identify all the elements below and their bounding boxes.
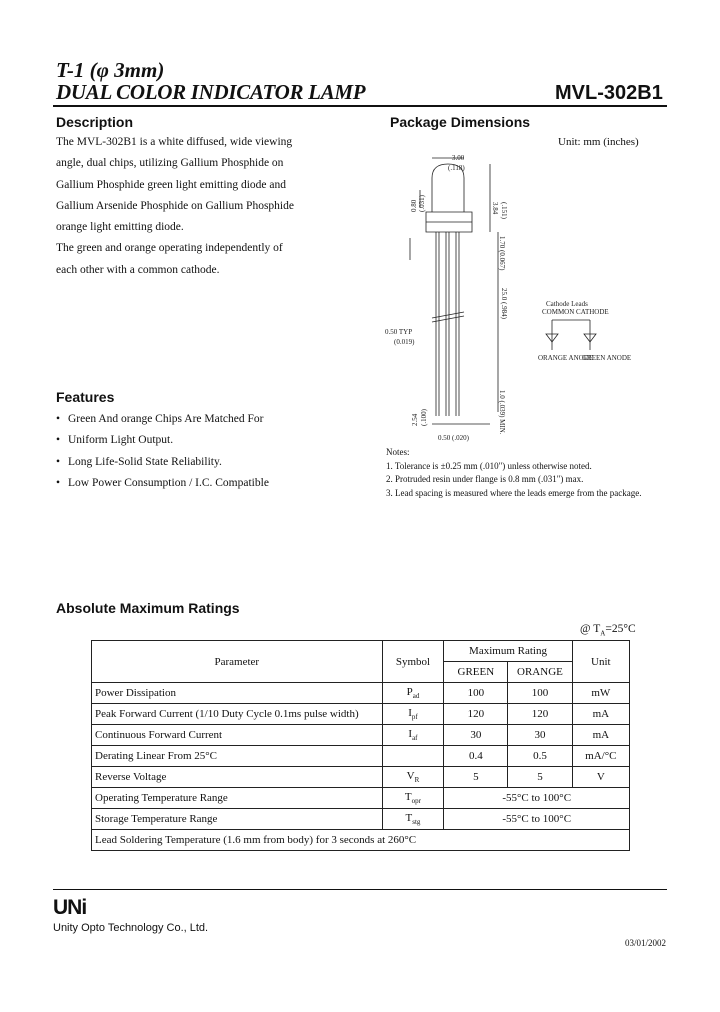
symbol-sub: R [414,776,420,785]
symbol-sub: ad [412,692,420,701]
orange-anode-label: ORANGE ANODE [538,354,594,362]
note-item: 1. Tolerance is ±0.25 mm (.010") unless otherwise noted. [386,460,592,471]
description-body [56,132,356,281]
table-row [92,830,630,851]
ratings-table [91,640,630,851]
green-anode-label: GREEN ANODE [582,354,632,362]
col-orange: ORANGE [508,662,572,683]
dim-label: 0.50 TYP [385,328,413,336]
soldering-cell: Lead Soldering Temperature (1.6 mm from body) for 3 seconds at 260°C [92,830,630,851]
dim-label: 0.50 (.020) [438,434,469,442]
param-cell: Storage Temperature Range [92,809,383,830]
dim-label: 2.54 [411,413,419,426]
title-line-2: DUAL COLOR INDICATOR LAMP [56,80,366,104]
param-cell: Peak Forward Current (1/10 Duty Cycle 0.1ms pulse width) [92,704,383,725]
dim-label: 3.84 [491,202,499,215]
green-cell: 120 [444,704,508,725]
condition-value: =25°C [605,623,636,635]
unit-note: Unit: mm (inches) [558,136,639,148]
part-number: MVL-302B1 [555,82,663,104]
dim-label: (.100) [420,409,428,426]
dim-label: 0.80 [410,199,418,212]
param-cell: Operating Temperature Range [92,788,383,809]
symbol-sub: af [412,734,418,743]
symbol-sub: stg [412,818,421,827]
feature-item: • Green And orange Chips Are Matched For [56,409,356,430]
table-row [92,767,630,788]
dim-label: (0.019) [394,338,415,346]
table-row [92,746,630,767]
col-symbol: Symbol [382,641,444,683]
header-rule [53,105,667,107]
schematic-label: Cathode Leads [546,300,588,308]
ratings-heading: Absolute Maximum Ratings [56,600,240,616]
dim-label: (.118) [448,164,465,172]
symbol-cell [382,767,444,788]
unit-cell: V [572,767,629,788]
description-line: angle, dual chips, utilizing Gallium Phosphide on [56,157,284,170]
green-cell: 5 [444,767,508,788]
symbol-cell [382,683,444,704]
feature-item-continuation: Uniform Light Output. [68,434,174,447]
symbol: I [408,706,412,719]
table-row [92,725,630,746]
symbol-sub: pf [411,713,418,722]
package-notes [386,446,641,500]
features-heading: Features [56,389,115,405]
green-cell: 30 [444,725,508,746]
description-line: orange light emitting diode. [56,221,184,234]
table-row [92,683,630,704]
dim-label: (.031) [418,195,426,212]
symbol-cell [382,704,444,725]
symbol-cell [382,809,444,830]
dim-label: 1.70 (0.067) [498,236,506,271]
title-line-1: T-1 (φ 3mm) [56,58,165,82]
param-cell: Power Dissipation [92,683,383,704]
condition-sub: A [600,629,606,638]
footer-rule [53,889,667,890]
green-cell: 100 [444,683,508,704]
dim-label: 1.0 (.039) MIN. [498,390,506,435]
description-heading: Description [56,114,134,130]
document-date: 03/01/2002 [625,938,667,948]
symbol-sub: opr [411,797,421,806]
feature-item [56,430,356,451]
col-green: GREEN [444,662,508,683]
ratings-condition [580,623,636,637]
note-item: 2. Protruded resin under flange is 0.8 mm (.031") max. [386,474,584,484]
dim-label: 25.0 (.984) [500,288,508,319]
symbol: T [404,790,412,803]
package-drawing [380,150,640,445]
description-line: each other with a common cathode. [56,263,220,276]
param-cell: Derating Linear From 25°C [92,746,383,767]
col-unit: Unit [572,641,629,683]
unit-cell: mA/°C [572,746,629,767]
symbol-cell [382,788,444,809]
dim-label: (.151) [500,202,508,219]
param-cell: Reverse Voltage [92,767,383,788]
description-line: The MVL-302B1 is a white diffused, wide viewing [56,136,293,148]
unit-cell: mA [572,704,629,725]
symbol: P [406,685,413,698]
symbol-cell [382,746,444,767]
range-cell: -55°C to 100°C [444,809,630,830]
symbol: V [406,769,415,782]
symbol: T [405,811,413,824]
col-max-rating: Maximum Rating [444,641,572,662]
col-parameter: Parameter [92,641,383,683]
orange-cell: 30 [508,725,572,746]
dim-label: 3.00 [452,154,465,162]
feature-item: • Long Life-Solid State Reliability. [56,452,356,473]
orange-cell: 120 [508,704,572,725]
condition-prefix: @ T [580,623,601,635]
symbol: I [408,727,413,740]
table-row [92,788,630,809]
orange-cell: 100 [508,683,572,704]
note-item: 3. Lead spacing is measured where the leads emerge from the package. [386,487,642,498]
description-line: The green and orange operating independently of [56,242,283,255]
feature-item: • Low Power Consumption / I.C. Compatible [56,473,356,494]
orange-cell: 0.5 [508,746,572,767]
notes-title: Notes: [386,447,410,457]
schematic-sub-label: COMMON CATHODE [542,308,609,316]
unit-cell: mA [572,725,629,746]
orange-cell: 5 [508,767,572,788]
features-list [56,409,356,494]
param-cell: Continuous Forward Current [92,725,383,746]
company-logo: UNi [53,896,87,919]
symbol-cell [382,725,444,746]
unit-cell: mW [572,683,629,704]
table-row [92,704,630,725]
table-row [92,809,630,830]
description-line: Gallium Phosphide green light emitting diode and [56,178,286,191]
green-cell: 0.4 [444,746,508,767]
range-cell: -55°C to 100°C [444,788,630,809]
company-name: Unity Opto Technology Co., Ltd. [53,922,209,934]
package-heading: Package Dimensions [390,114,531,130]
description-line: Gallium Arsenide Phosphide on Gallium Phosphide [56,199,294,212]
